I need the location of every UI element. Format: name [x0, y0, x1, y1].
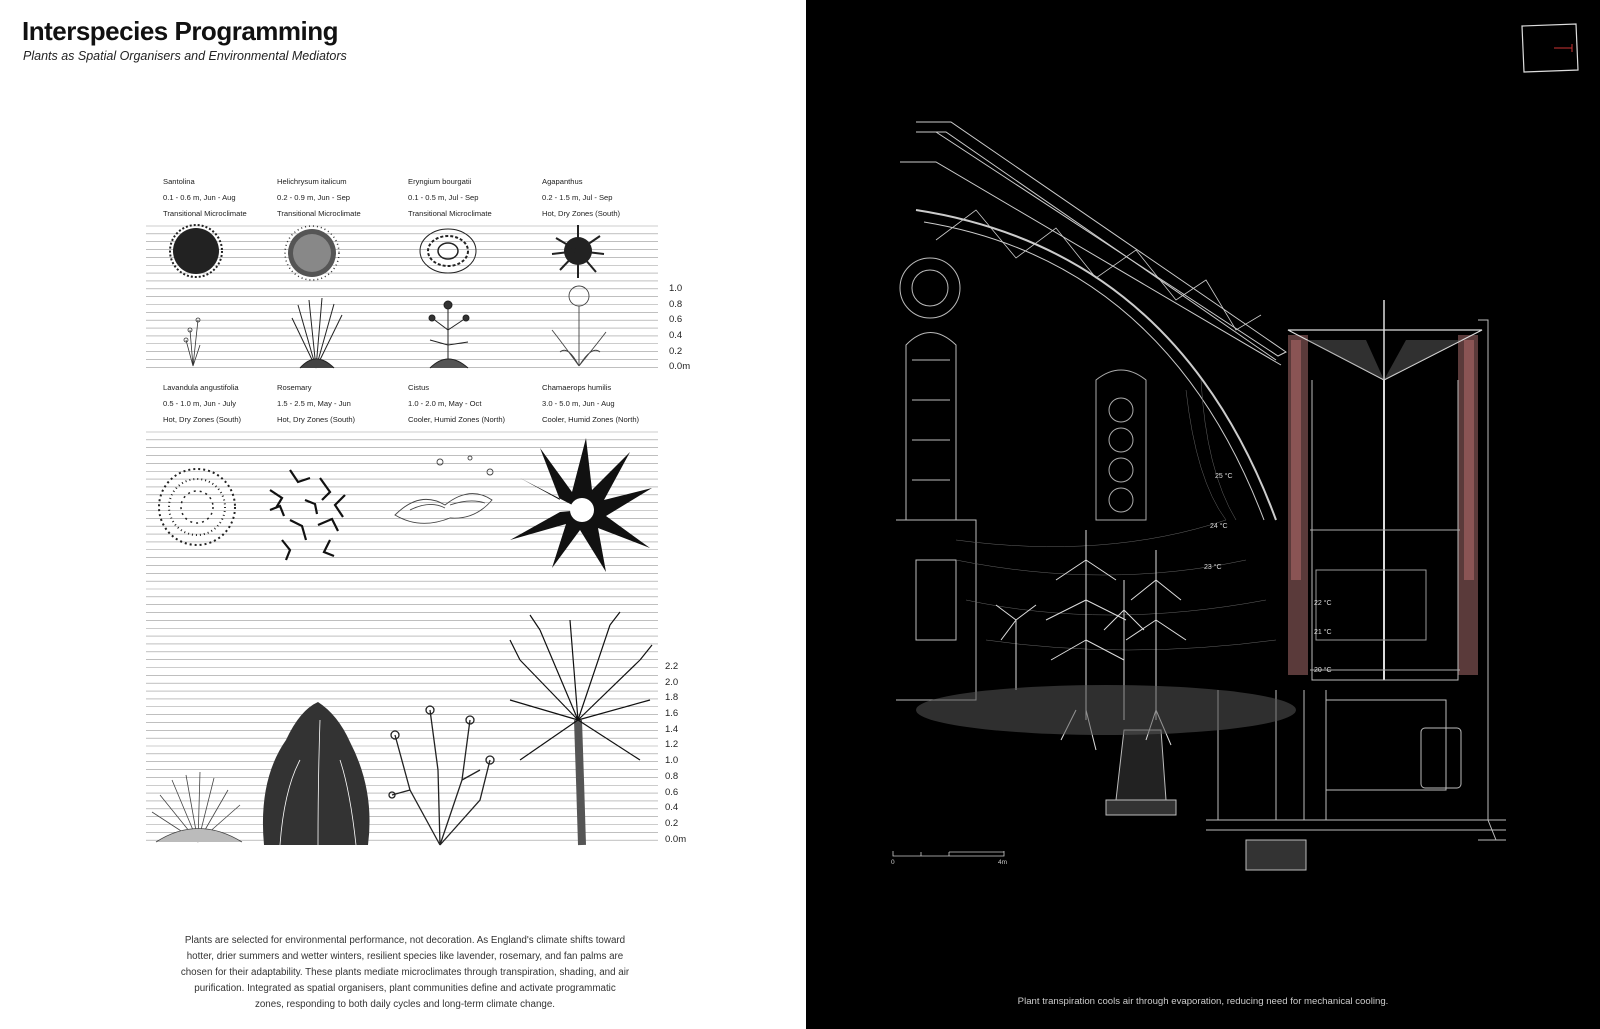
height-scale-small: 1.0 0.8 0.6 0.4 0.2 0.0m	[669, 283, 691, 373]
santolina-elevation	[184, 318, 200, 366]
plant-label-cistus: Cistus 1.0 - 2.0 m, May - Oct Cooler, Humid Zones (North)	[408, 383, 506, 424]
plant-label-eryngium: Eryngium bourgatii 0.1 - 0.5 m, Jul - Sep Transitional Microclimate	[408, 177, 492, 218]
agapanthus-plan	[552, 225, 604, 278]
plant-label-helichrysum: Helichrysum italicum 0.2 - 0.9 m, Jun - Sep Transitional Microclimate	[277, 177, 361, 218]
plant-label-lavandula: Lavandula angustifolia 0.5 - 1.0 m, Jun - July Hot, Dry Zones (South)	[163, 383, 242, 424]
ground-plane	[916, 685, 1296, 735]
temp-label-20: 20 °C	[1314, 667, 1332, 674]
plant-label-agapanthus: Agapanthus 0.2 - 1.5 m, Jul - Sep Hot, Dry Zones (South)	[542, 177, 621, 218]
helichrysum-elevation	[292, 298, 342, 368]
page-subtitle: Plants as Spatial Organisers and Environmental Mediators	[23, 49, 347, 63]
eryngium-plan	[420, 229, 476, 273]
cistus-elevation	[389, 706, 494, 845]
scale-bar	[891, 851, 1007, 866]
temp-label-21: 21 °C	[1314, 629, 1332, 636]
cooling-tower	[1288, 300, 1482, 680]
right-panel	[806, 0, 1600, 1029]
key-plan-icon	[1522, 24, 1578, 72]
rosemary-elevation	[263, 702, 370, 845]
lavandula-plan	[159, 469, 235, 545]
plant-label-rosemary: Rosemary 1.5 - 2.5 m, May - Jun Hot, Dry Zones (South)	[277, 383, 356, 424]
chamaerops-plan	[510, 438, 652, 572]
temp-label-23: 23 °C	[1204, 564, 1222, 571]
section-caption: Plant transpiration cools air through evaporation, reducing need for mechanical cooling.	[1017, 996, 1389, 1007]
cistus-plan	[395, 456, 493, 523]
chamaerops-elevation	[510, 612, 652, 845]
temp-label-25: 25 °C	[1215, 473, 1233, 480]
plant-label-santolina: Santolina 0.1 - 0.6 m, Jun - Aug Transitional Microclimate	[163, 177, 247, 218]
height-scale-large: 2.2 2.0 1.8 1.6 1.4 1.2 1.0 0.8 0.6 0.4 0.2 0.0m	[665, 661, 687, 845]
scale-bar-start: 0	[891, 859, 895, 866]
agapanthus-elevation	[552, 286, 606, 366]
santolina-plan	[170, 225, 222, 277]
eryngium-elevation	[429, 301, 469, 368]
description-text: Plants are selected for environmental performance, not decoration. As England's climate shifts toward hotter, drier summers and wetter winters, resilient species like lavender, rosemary, and fan palms are chosen for their adaptability. These plants mediate microclimates through transpiration, shading, and air purification. Integrated as spatial organisers, plant communities define and activate programmatic zones, responding to both daily cycles and long-term climate change.	[180, 935, 630, 1010]
scale-bar-end: 4m	[998, 859, 1008, 866]
page-title: Interspecies Programming	[22, 16, 338, 46]
plant-label-chamaerops: Chamaerops humilis 3.0 - 5.0 m, Jun - Aug Cooler, Humid Zones (North)	[542, 383, 640, 424]
rosemary-plan	[270, 470, 345, 560]
temp-label-22: 22 °C	[1314, 600, 1332, 607]
building-section	[806, 0, 1600, 1029]
lavandula-elevation	[152, 772, 242, 842]
temp-label-24: 24 °C	[1210, 523, 1228, 530]
